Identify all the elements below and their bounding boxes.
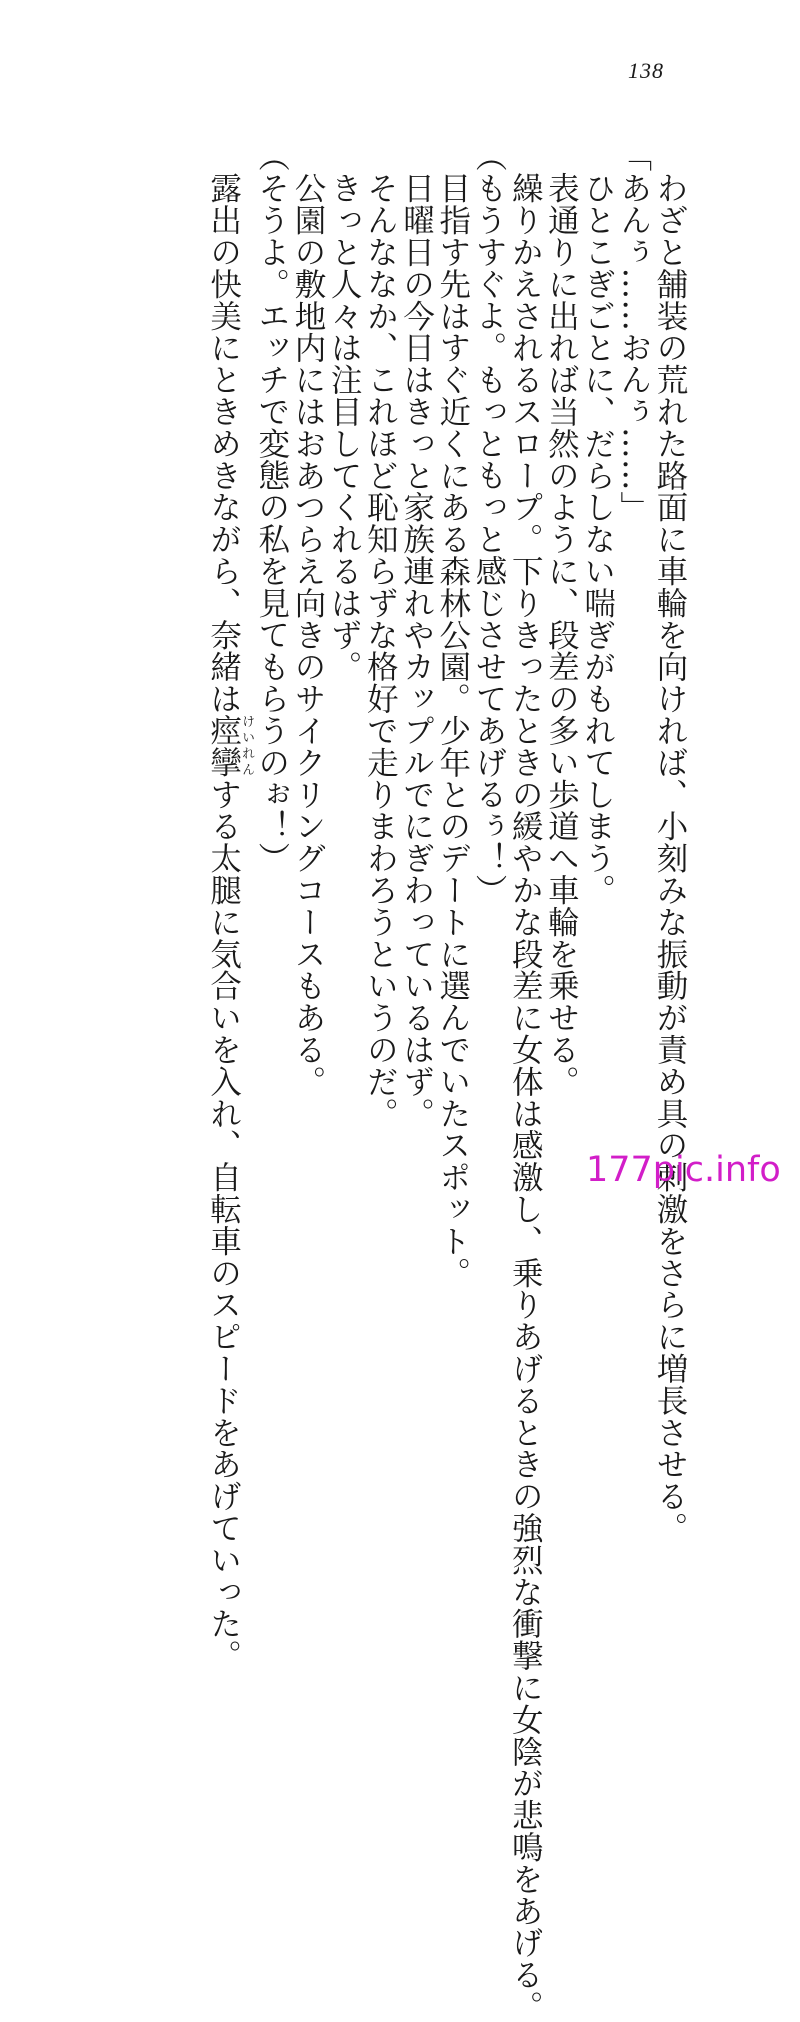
page-number: 138	[628, 58, 664, 83]
paragraph: 目指す先はすぐ近くにある森林公園。少年とのデートに選んでいたスポット。	[434, 171, 471, 1288]
paragraph: そんななか、これほど恥知らずな格好で走りまわろうというのだ。	[362, 171, 399, 1129]
paragraph: 公園の敷地内にはおあつらえ向きのサイクリングコースもある。	[289, 171, 326, 1097]
paragraph: 繰りかえされるスロープ。下りきったときの緩やかな段差に女体は感激し、乗りあげるときの強烈な衝撃に女陰が悲鳴をあげる。	[507, 171, 544, 2022]
paragraph: 日曜日の今日はきっと家族連れやカップルでにぎわっているはず。	[398, 171, 435, 1129]
paragraph: 表通りに出れば当然のように、段差の多い歩道へ車輪を乗せる。	[543, 171, 580, 1097]
paragraph-with-ruby	[205, 140, 255, 1671]
ruby-base: 痙攣	[205, 713, 242, 778]
text-segment: する太腿に気合いを入れ、自転車のスピードをあげていった。	[205, 777, 242, 1671]
paragraph: きっと人々は注目してくれるはず。	[326, 171, 363, 682]
paragraph: わざと舗装の荒れた路面に車輪を向ければ、小刻みな振動が責め具の刺激をさらに増長させる。	[652, 171, 688, 1544]
ruby-annotation	[205, 713, 255, 778]
text-segment: 露出の快美にときめきながら、奈緒は	[205, 171, 242, 714]
paragraph: （そうよ。エッチで変態の私を見てもらうのぉ！）	[253, 140, 290, 874]
paragraph: 「あんぅ……おんぅ……」	[615, 140, 652, 523]
ruby-reading: けいれん	[239, 713, 255, 778]
paragraph: ひとこぎごとに、だらしない喘ぎがもれてしまう。	[579, 171, 616, 906]
paragraph: （もうすぐよ。もっともっと感じさせてあげるぅ！）	[470, 140, 507, 906]
watermark: 177pic.info	[586, 1150, 781, 1190]
